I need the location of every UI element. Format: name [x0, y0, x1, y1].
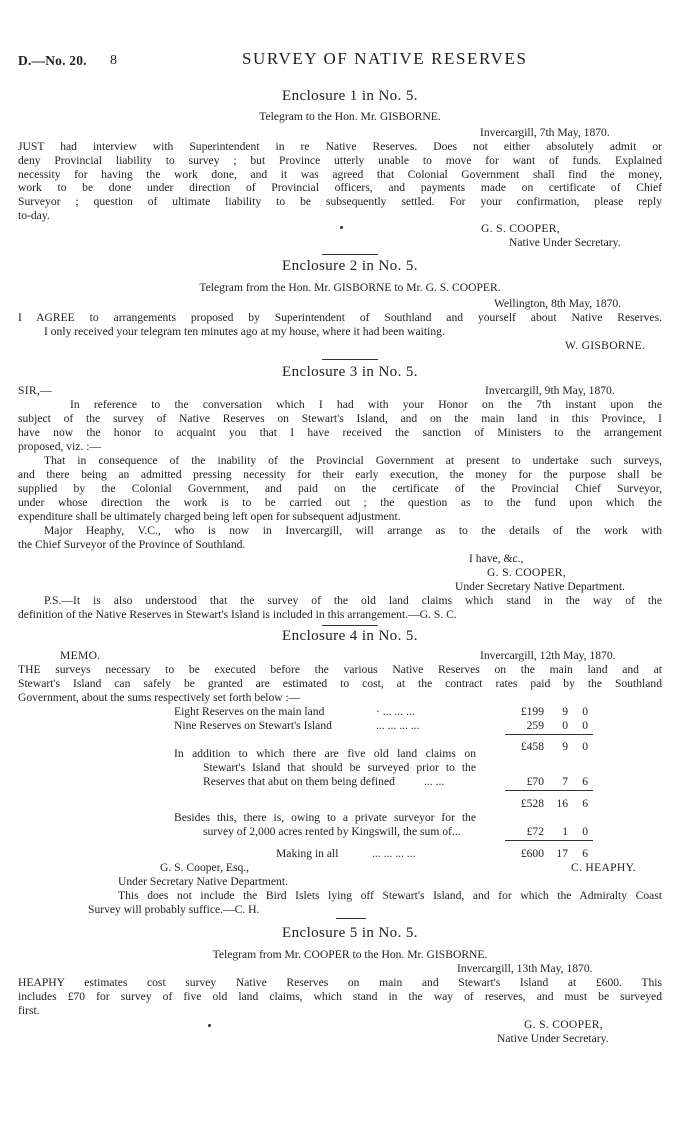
estimate-row-leader: · ... ... ... — [376, 705, 415, 718]
enclosure-3-line: supplied by the Colonial Government, and paid on the certificate of the Provincial Chief Surveyor, — [18, 481, 662, 495]
subtotal-pounds: £458 — [520, 740, 544, 753]
addition-last-line: Reserves that abut on them being defined — [203, 775, 395, 788]
estimate-pounds: £199 — [520, 705, 544, 718]
subtotal-pence: 0 — [582, 740, 588, 753]
addition-shillings: 7 — [562, 775, 568, 788]
enclosure-1-line: JUST had interview with Superintendent in re Native Reserves. Does not either absolutely admit or — [18, 140, 662, 153]
enclosure-3-ps-line-2: definition of the Native Reserves in Stewart's Island is included in this arrangement.—G. S. C. — [18, 608, 457, 621]
enclosure-3-line: Major Heaphy, V.C., who is now in Invercargill, will arrange as to the details of the work with — [44, 524, 662, 537]
section-divider — [322, 254, 378, 255]
enclosure-3-line: In reference to the conversation which I had with your Honor on the 7th instant upon the — [70, 398, 662, 411]
estimate-pence: 0 — [582, 719, 588, 732]
total-shillings: 17 — [556, 847, 568, 860]
enclosure-3-line: under whose direction the work is to be carried out ; the question as to the fund upon which the — [18, 495, 662, 509]
enclosure-1-heading: Enclosure 1 in No. 5. — [282, 88, 418, 104]
enclosure-3-para-2-last: expenditure shall be ultimately charged being left open for subsequent adjustment. — [18, 510, 401, 523]
enclosure-3-para-1-last: proposed, viz. :— — [18, 440, 102, 453]
enclosure-3-heading: Enclosure 3 in No. 5. — [282, 364, 418, 380]
enclosure-3-salutation: SIR,— — [18, 384, 53, 397]
enclosure-3-para-2-first — [44, 454, 662, 468]
enclosure-4-note-line-1: This does not include the Bird Islets lying off Stewart's Island, and for which the Admiralty Coast — [118, 889, 662, 902]
besides-line: survey of 2,000 acres rented by Kingswill, the sum of... — [203, 825, 461, 838]
addition-pounds: £70 — [526, 775, 544, 788]
enclosure-1-last-line: to-day. — [18, 209, 50, 222]
enclosure-3-line: and there being an admitted pressing necessity for their early execution, the money for the purpose shall be — [18, 468, 662, 481]
enclosure-3-dateline: Invercargill, 9th May, 1870. — [485, 384, 615, 397]
enclosure-4-addressee: G. S. Cooper, Esq., — [160, 861, 250, 874]
enclosure-4-heading: Enclosure 4 in No. 5. — [282, 628, 418, 644]
section-divider — [322, 625, 378, 626]
enclosure-1-signature: G. S. COOPER, — [481, 222, 560, 235]
enclosure-3-line: have now the honor to acquaint you that I have received the sanction of Ministers to the arrangement — [18, 425, 662, 439]
enclosure-3-para-1-first — [70, 398, 662, 412]
enclosure-5-signature: G. S. COOPER, — [524, 1018, 603, 1031]
enclosure-5-dateline: Invercargill, 13th May, 1870. — [457, 962, 593, 975]
besides-pounds: £72 — [526, 825, 544, 838]
enclosure-1-dateline: Invercargill, 7th May, 1870. — [480, 126, 610, 139]
section-divider — [322, 359, 378, 360]
enclosure-3-ps-line-1: P.S.—It is also understood that the survey of the old land claims which stand in the way of the — [44, 594, 662, 607]
enclosure-5-line-1: HEAPHY estimates cost survey Native Reserves on main and Stewart's Island at £600. This — [18, 976, 662, 989]
addition-pence: 6 — [582, 775, 588, 788]
enclosure-3-para-3-last: the Chief Surveyor of the Province of Southland. — [18, 538, 246, 551]
enclosure-4-line: Stewart's Island can safely be granted are estimated to cost, at the contract rates paid by the Southland — [18, 676, 662, 690]
total-pounds: £600 — [520, 847, 544, 860]
enclosure-1-signature-title: Native Under Secretary. — [509, 236, 621, 249]
document-reference: D.—No. 20. — [18, 53, 87, 68]
enclosure-2-dateline: Wellington, 8th May, 1870. — [494, 297, 622, 310]
total-label: Making in all — [276, 847, 339, 860]
subtotal-pence: 6 — [582, 797, 588, 810]
enclosure-2-line-2: I only received your telegram ten minutes ago at my house, where it had been waiting. — [44, 325, 445, 338]
ink-dot — [208, 1024, 211, 1027]
sum-rule — [505, 734, 593, 735]
enclosure-2-heading: Enclosure 2 in No. 5. — [282, 258, 418, 274]
besides-line: Besides this, there is, owing to a private surveyor for the — [174, 811, 476, 824]
addition-line: In addition to which there are five old land claims on — [174, 747, 476, 760]
enclosure-1-subheading: Telegram to the Hon. Mr. GISBORNE. — [259, 110, 441, 123]
total-leader: ... ... ... ... — [372, 847, 416, 860]
estimate-row-label: Eight Reserves on the main land — [174, 705, 325, 718]
total-pence: 6 — [582, 847, 588, 860]
enclosure-3-closing: I have, &c., — [469, 552, 524, 565]
enclosure-4-line: THE surveys necessary to be executed before the various Native Reserves on the main land and at — [18, 663, 662, 676]
subtotal-pounds: £528 — [520, 797, 544, 810]
enclosure-3-para-2 — [18, 468, 662, 509]
enclosure-5-line-3: first. — [18, 1004, 40, 1017]
enclosure-3-signature: G. S. COOPER, — [487, 566, 566, 579]
enclosure-1-body — [18, 140, 662, 209]
enclosure-5-heading: Enclosure 5 in No. 5. — [282, 925, 418, 941]
besides-pence: 0 — [582, 825, 588, 838]
enclosure-2-subheading: Telegram from the Hon. Mr. GISBORNE to Mr. G. S. COOPER. — [199, 281, 501, 294]
enclosure-3-line: That in consequence of the inability of the Provincial Government at present to undertake such surveys, — [44, 454, 662, 467]
enclosure-3-signature-title: Under Secretary Native Department. — [455, 580, 625, 593]
enclosure-4-intro-last: Government, about the sums respectively set forth below :— — [18, 691, 301, 704]
sum-rule — [505, 840, 593, 841]
enclosure-3-line: subject of the survey of Native Reserves on Stewart's Island, and on the main land in this Province, I — [18, 412, 662, 425]
subtotal-shillings: 9 — [562, 740, 568, 753]
estimate-pence: 0 — [582, 705, 588, 718]
estimate-shillings: 0 — [562, 719, 568, 732]
estimate-shillings: 9 — [562, 705, 568, 718]
page-title: SURVEY OF NATIVE RESERVES — [242, 49, 528, 68]
enclosure-4-note-line-2: Survey will probably suffice.—C. H. — [88, 903, 260, 916]
enclosure-4-dateline: Invercargill, 12th May, 1870. — [480, 649, 616, 662]
enclosure-4-intro — [18, 663, 662, 691]
addition-leader: ... ... — [424, 775, 445, 788]
enclosure-4-memo: MEMO. — [60, 649, 101, 662]
enclosure-1-line: necessity for having the work done, and it was agreed that Colonial Government shall find the money, — [18, 167, 662, 181]
enclosure-1-line: work to be done under direction of Provincial officers, and payments made on certificate of Chief — [18, 181, 662, 195]
ink-dot — [340, 226, 343, 229]
enclosure-2-line-1: I AGREE to arrangements proposed by Superintendent of Southland and yourself about Native Reserves. — [18, 311, 662, 324]
estimate-row-label: Nine Reserves on Stewart's Island — [174, 719, 332, 732]
page-number: 8 — [110, 53, 117, 68]
enclosure-5-subheading: Telegram from Mr. COOPER to the Hon. Mr. GISBORNE. — [212, 948, 488, 961]
sum-rule — [505, 790, 593, 791]
enclosure-4-addressee-title: Under Secretary Native Department. — [118, 875, 288, 888]
subtotal-shillings: 16 — [556, 797, 568, 810]
addition-line: Stewart's Island that should be surveyed prior to the — [203, 761, 476, 774]
enclosure-3-para-3-first — [44, 524, 662, 538]
enclosure-1-line: Surveyor ; question of ultimate liability to be subsequently settled. For your confirmation, please reply — [18, 195, 662, 209]
enclosure-3-para-1 — [18, 412, 662, 440]
estimate-pounds: 259 — [526, 719, 544, 732]
section-divider — [336, 918, 366, 919]
estimate-row-leader: ... ... ... ... — [376, 719, 420, 732]
enclosure-5-signature-title: Native Under Secretary. — [497, 1032, 609, 1045]
enclosure-2-signature: W. GISBORNE. — [565, 339, 646, 352]
enclosure-4-signature: C. HEAPHY. — [571, 861, 636, 874]
enclosure-5-line-2: includes £70 for survey of five old land claims, which stand in the way of reserves, and must be surveyed — [18, 990, 662, 1003]
besides-shillings: 1 — [562, 825, 568, 838]
enclosure-1-line: deny Provincial liability to survey ; but Province utterly unable to move for want of funds. Explained — [18, 153, 662, 167]
